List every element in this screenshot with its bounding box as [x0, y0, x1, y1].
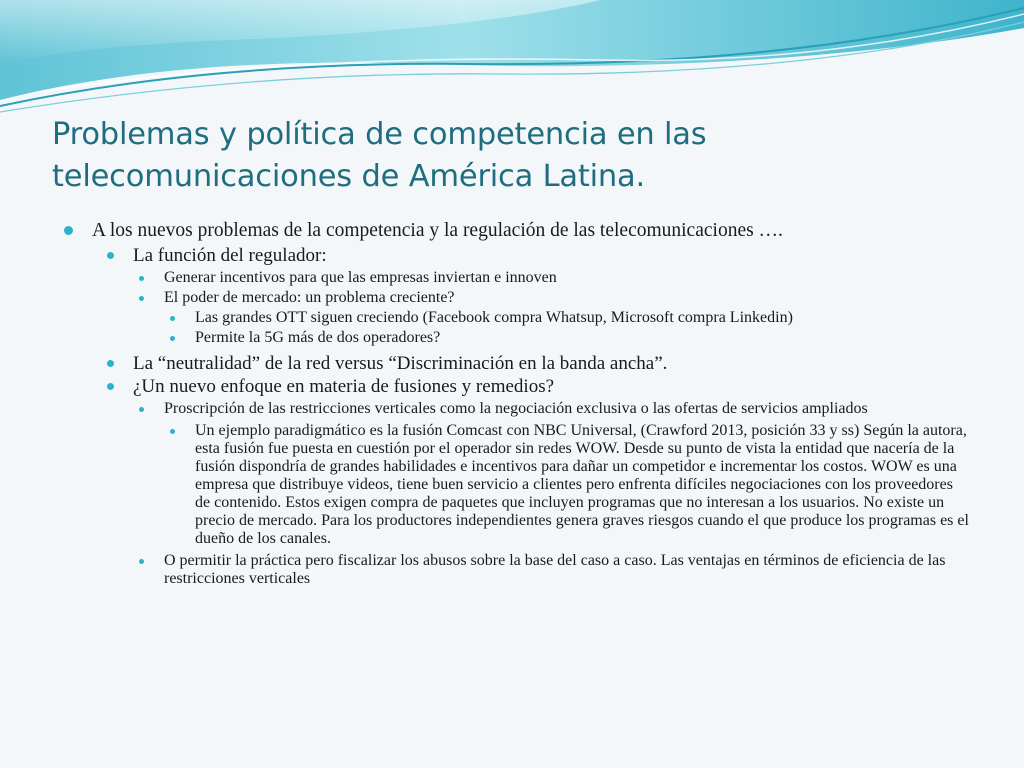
bullet-text: Generar incentivos para que las empresas inviertan e innoven — [164, 269, 557, 286]
bullet-dot-icon — [139, 559, 144, 564]
bullet-text: Permite la 5G más de dos operadores? — [195, 329, 441, 346]
bullet-level2-regulator-role — [62, 244, 972, 267]
bullet-text: ¿Un nuevo enfoque en materia de fusiones y remedios? — [133, 376, 555, 397]
bullet-text: A los nuevos problemas de la competencia y la regulación de las telecomunicaciones …. — [92, 220, 783, 241]
bullet-level2-mergers-approach — [62, 375, 972, 398]
bullet-level4-ott-growth — [62, 309, 972, 327]
bullet-dot-icon — [139, 407, 144, 412]
bullet-dot-icon — [107, 383, 114, 390]
bullet-dot-icon — [139, 276, 144, 281]
bullet-dot-icon — [170, 316, 175, 321]
bullet-dot-icon — [64, 226, 73, 235]
bullet-dot-icon — [170, 429, 175, 434]
bullet-level4-5g-operators — [62, 329, 972, 347]
bullet-dot-icon — [139, 296, 144, 301]
slide-title-line-1: Problemas y política de competencia en las — [52, 117, 707, 152]
bullet-level4-comcast-nbc-example — [62, 422, 972, 548]
bullet-text: La “neutralidad” de la red versus “Discriminación en la banda ancha”. — [133, 353, 668, 374]
bullet-text: O permitir la práctica pero fiscalizar los abusos sobre la base del caso a caso. Las ventajas en términos de eficiencia de las restricciones verticales — [164, 552, 946, 587]
bullet-dot-icon — [107, 252, 114, 259]
bullet-level3-case-by-case — [62, 552, 972, 588]
bullet-level2-net-neutrality — [62, 352, 972, 375]
bullet-dot-icon — [170, 336, 175, 341]
slide-body — [62, 218, 972, 588]
bullet-level3-incentives — [62, 269, 972, 287]
bullet-text: Las grandes OTT siguen creciendo (Facebook compra Whatsup, Microsoft compra Linkedin) — [195, 309, 793, 326]
slide-title-line-2: telecomunicaciones de América Latina. — [52, 159, 646, 194]
bullet-level1-new-problems — [62, 218, 972, 244]
bullet-text: La función del regulador: — [133, 245, 327, 266]
bullet-text: El poder de mercado: un problema creciente? — [164, 289, 455, 306]
slide-title — [52, 114, 952, 198]
bullet-level3-market-power — [62, 289, 972, 307]
bullet-text: Proscripción de las restricciones verticales como la negociación exclusiva o las ofertas de servicios ampliados — [164, 400, 868, 417]
bullet-text: Un ejemplo paradigmático es la fusión Comcast con NBC Universal, (Crawford 2013, posición 33 y ss) Según la autora, esta fusión fue puesta en cuestión por el operador sin redes WOW. Desde su punto de vista la entidad que nacería de la fusión dispondría de grandes habilidades e incentivos para dañar un competidor e incrementar los costos. WOW es una empresa que distribuye videos, tiene buen servicio a clientes pero enfrenta difíciles negociaciones con los proveedores de contenido. Estos exigen compra de paquetes que incluyen programas que no interesan a los usuarios. No existe un precio de mercado. Para los productores independientes genera graves riesgos cuando el que produce los programas es el dueño de los canales. — [195, 422, 969, 547]
bullet-dot-icon — [107, 360, 114, 367]
header-wave-decoration — [0, 0, 1024, 130]
bullet-level3-vertical-restrictions — [62, 400, 972, 418]
